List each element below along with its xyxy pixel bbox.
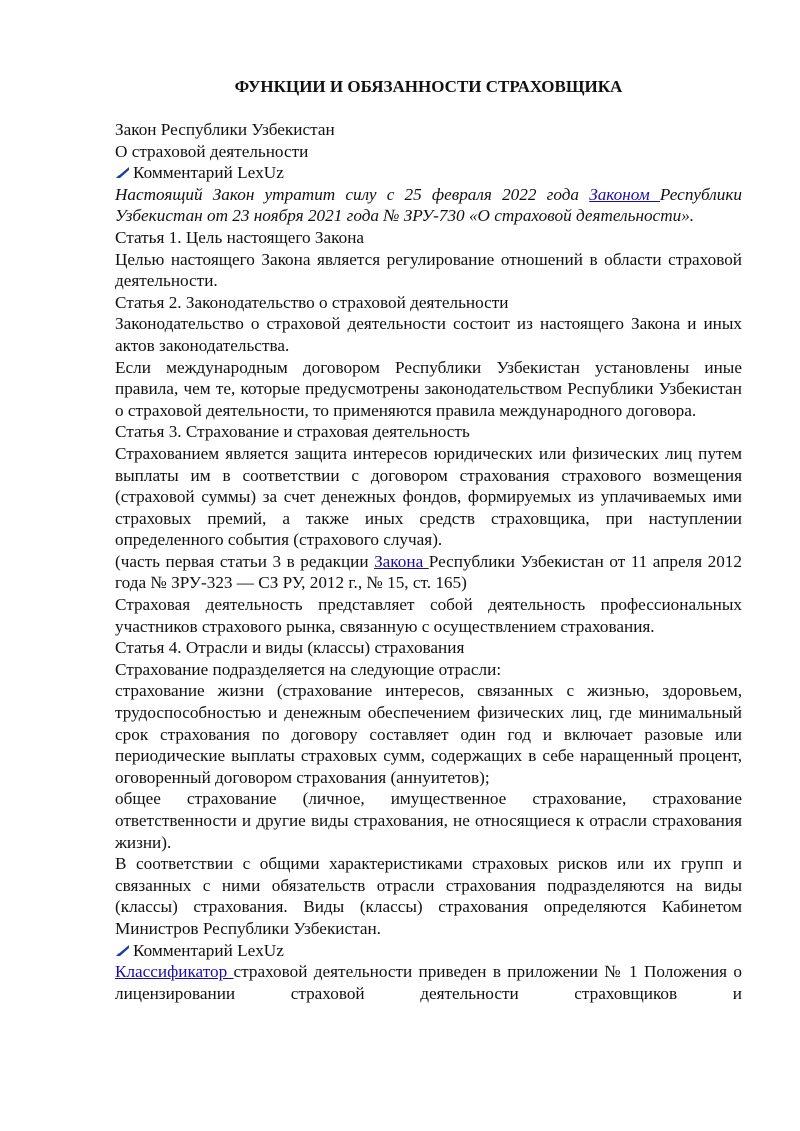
classifier-link[interactable]: Классификатор <box>115 962 234 982</box>
lexuz-comment-icon <box>115 944 130 957</box>
notice-text-after: Республики Узбекистан от 23 ноября 2021 года № ЗРУ-730 «О страховой деятельности». <box>115 184 742 226</box>
article2-paragraph-2: Если международным договором Республики Узбекистан установлены иные правила, чем те, которые предусмотрены законодательством Республики Узбекистан о страховой деятельности, то применяются правила международного договора. <box>115 357 742 420</box>
document-body <box>115 119 742 1004</box>
article3-amendment-note <box>115 551 742 594</box>
lexuz-comment-icon <box>115 166 130 179</box>
article3-paragraph-2: Страховая деятельность представляет собой деятельность профессиональных участников страхового рынка, связанную с осуществлением страхования. <box>115 595 742 636</box>
article4-paragraph-3: общее страхование (личное, имущественное страхование, страхование ответственности и другие виды страхования, не относящиеся к отрасли страхования жизни). <box>115 789 742 852</box>
article3-paragraph-1: Страхованием является защита интересов юридических или физических лиц путем выплаты им в соответствии с договором страхования страхового возмещения (страховой суммы) за счет денежных фондов, формируемых из уплачиваемых ими страховых премий, а также иных средств страховщика, при наступлении определенного события (страхового случая). <box>115 443 742 550</box>
comment-label: Комментарий LexUz <box>133 940 284 960</box>
article4-paragraph-4: В соответствии с общими характеристиками страховых рисков или их групп и связанных с ними обязательств отрасли страхования подразделяются на виды (классы) страхования. Виды (классы) страхования определяются Кабинетом Министров Республики Узбекистан. <box>115 854 742 938</box>
repeal-notice <box>115 184 742 227</box>
comment-label: Комментарий LexUz <box>133 163 284 183</box>
article2-heading: Статья 2. Законодательство о страховой деятельности <box>115 292 509 312</box>
classifier-text: страховой деятельности приведен в приложении № 1 Положения о лицензировании страховой деятельности страховщиков и <box>115 962 742 1003</box>
classifier-paragraph <box>115 961 742 1004</box>
law-header-line1: Закон Республики Узбекистан <box>115 120 335 139</box>
note-text-after: Республики Узбекистан от 11 апреля 2012 года № ЗРУ-323 — СЗ РУ, 2012 г., № 15, ст. 165) <box>115 551 742 593</box>
law-header-line2: О страховой деятельности <box>115 141 309 161</box>
lexuz-comment-2[interactable] <box>115 940 742 962</box>
notice-text-before: Настоящий Закон утратит силу с 25 февраля 2022 года <box>115 184 590 204</box>
article1-text: Целью настоящего Закона является регулирование отношений в области страховой деятельности. <box>115 249 742 291</box>
article4-paragraph-2: страхование жизни (страхование интересов, связанных с жизнью, здоровьем, трудоспособностью и денежным обеспечением физических лиц, где минимальный срок страхования по договору составляет один год и включает разовые или периодические выплаты страховых сумм, содержащих в себе наращенный процент, оговоренный договором страхования (аннуитетов); <box>115 681 742 787</box>
article4-heading: Статья 4. Отрасли и виды (классы) страхования <box>115 638 465 658</box>
document-title: ФУНКЦИИ И ОБЯЗАННОСТИ СТРАХОВЩИКА <box>234 77 623 96</box>
lexuz-comment-1[interactable] <box>115 162 742 184</box>
note-law-link[interactable]: Закона <box>374 551 429 571</box>
note-text-before: (часть первая статьи 3 в редакции <box>115 551 375 571</box>
article3-heading: Статья 3. Страхование и страховая деятельность <box>115 422 470 442</box>
article1-heading: Статья 1. Цель настоящего Закона <box>115 227 365 247</box>
notice-law-link[interactable]: Законом <box>589 184 660 204</box>
article2-paragraph-1: Законодательство о страховой деятельности состоит из настоящего Закона и иных актов законодательства. <box>115 314 742 355</box>
article4-paragraph-1: Страхование подразделяется на следующие отрасли: <box>115 659 502 679</box>
